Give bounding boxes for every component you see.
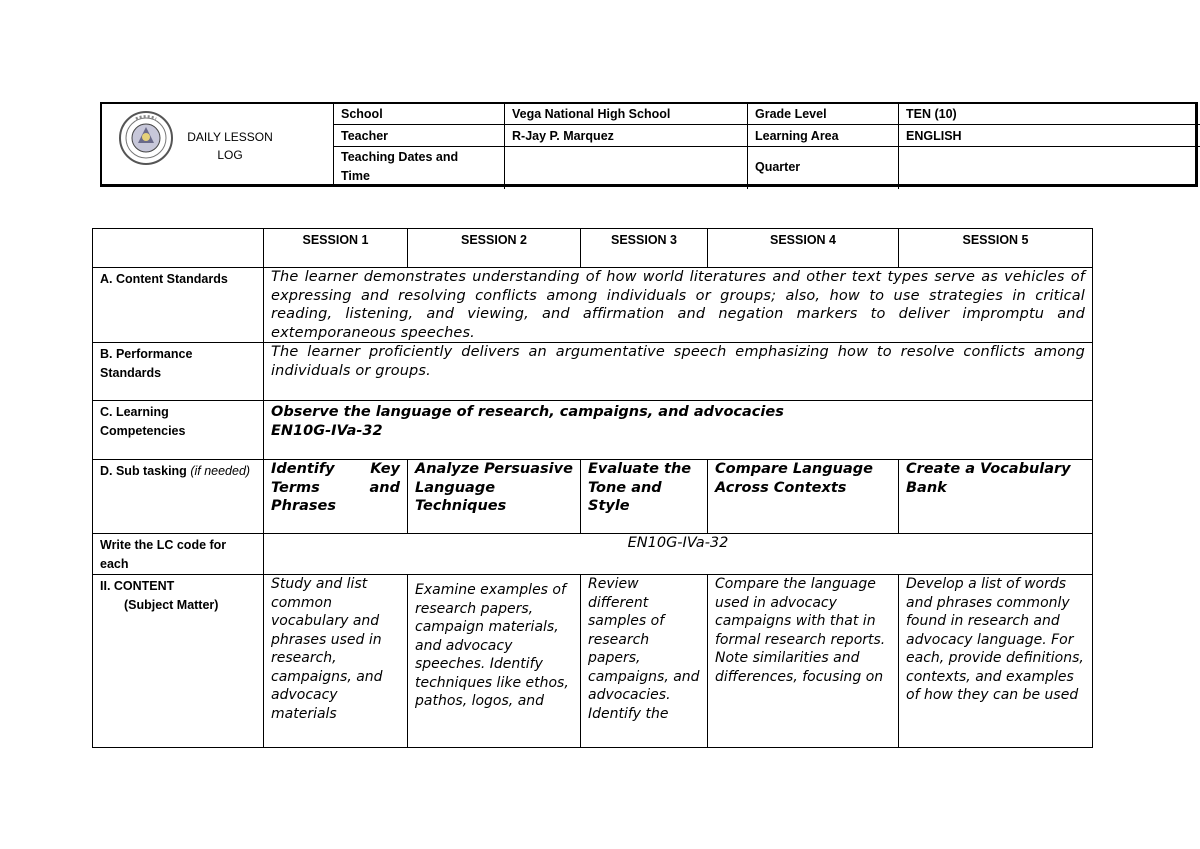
session-2-header: SESSION 2	[408, 229, 581, 268]
session-3-header: SESSION 3	[581, 229, 708, 268]
subtask-4: Compare Language Across Contexts	[708, 460, 899, 534]
content-label: II. CONTENT (Subject Matter)	[93, 575, 264, 748]
lc-code-value: EN10G-IVa-32	[264, 534, 1093, 575]
performance-standards-label: B. Performance Standards	[93, 343, 264, 401]
table-row	[93, 460, 1093, 534]
learning-competencies-label: C. Learning Competencies	[93, 401, 264, 460]
header-box	[100, 102, 1198, 187]
corner-cell	[93, 229, 264, 268]
grade-label: Grade Level	[755, 107, 827, 121]
divider	[333, 124, 1200, 125]
session-1-header: SESSION 1	[264, 229, 408, 268]
quarter-label: Quarter	[755, 160, 801, 174]
session-5-header: SESSION 5	[899, 229, 1093, 268]
performance-standards-text: The learner proficiently delivers an argumentative speech emphasizing how to resolve conflicts among individuals or groups.	[264, 343, 1093, 401]
area-value: ENGLISH	[906, 129, 962, 143]
content-standards-label: A. Content Standards	[93, 268, 264, 343]
grade-value: TEN (10)	[906, 107, 957, 121]
table-row	[93, 268, 1093, 343]
area-label: Learning Area	[755, 129, 839, 143]
subtask-1: Identify Key Terms and Phrases	[264, 460, 408, 534]
teacher-label: Teacher	[341, 129, 389, 143]
header-title-cell	[102, 104, 334, 184]
learning-competencies-text	[264, 401, 1093, 460]
dates-label: Teaching Dates and Time	[341, 150, 459, 183]
subtask-5: Create a Vocabulary Bank	[899, 460, 1093, 534]
content-session-5: Develop a list of words and phrases commonly found in research and advocacy language. For each, provide definitions, contexts, and examples of how they can be used	[899, 575, 1093, 748]
teacher-value: R-Jay P. Marquez	[512, 129, 614, 143]
competency-statement: Observe the language of research, campaigns, and advocacies	[271, 404, 784, 420]
session-4-header: SESSION 4	[708, 229, 899, 268]
table-row	[93, 534, 1093, 575]
school-value: Vega National High School	[512, 107, 671, 121]
lesson-table	[92, 228, 1093, 748]
table-row	[93, 343, 1093, 401]
school-label: School	[341, 107, 383, 121]
table-row	[93, 229, 1093, 268]
content-session-1: Study and list common vocabulary and phrases used in research, campaigns, and advocacy materials	[264, 575, 408, 748]
competency-code: EN10G-IVa-32	[271, 423, 383, 439]
lc-code-label: Write the LC code for each	[93, 534, 264, 575]
page-title: DAILY LESSON LOG	[187, 130, 273, 162]
sub-tasking-label: D. Sub tasking (if needed)	[93, 460, 264, 534]
content-session-2: Examine examples of research papers, campaign materials, and advocacy speeches. Identify techniques like ethos, pathos, logos, and	[408, 575, 581, 748]
content-standards-text: The learner demonstrates understanding of how world literatures and other text types serve as vehicles of expressing and resolving conflicts among individuals or groups; also, how to use strategies in critical reading, listening, and viewing, and affirmation and negation markers to deliver impromptu and extemporaneous speeches.	[264, 268, 1093, 343]
subtask-3: Evaluate the Tone and Style	[581, 460, 708, 534]
deped-seal-icon	[118, 107, 174, 169]
table-row	[93, 401, 1093, 460]
content-session-4: Compare the language used in advocacy campaigns with that in formal research reports. Note similarities and differences, focusing on	[708, 575, 899, 748]
content-session-3: Review different samples of research papers, campaigns, and advocacies. Identify the	[581, 575, 708, 748]
subtask-2: Analyze Persuasive Language Techniques	[408, 460, 581, 534]
table-row	[93, 575, 1093, 748]
divider	[333, 146, 1200, 147]
